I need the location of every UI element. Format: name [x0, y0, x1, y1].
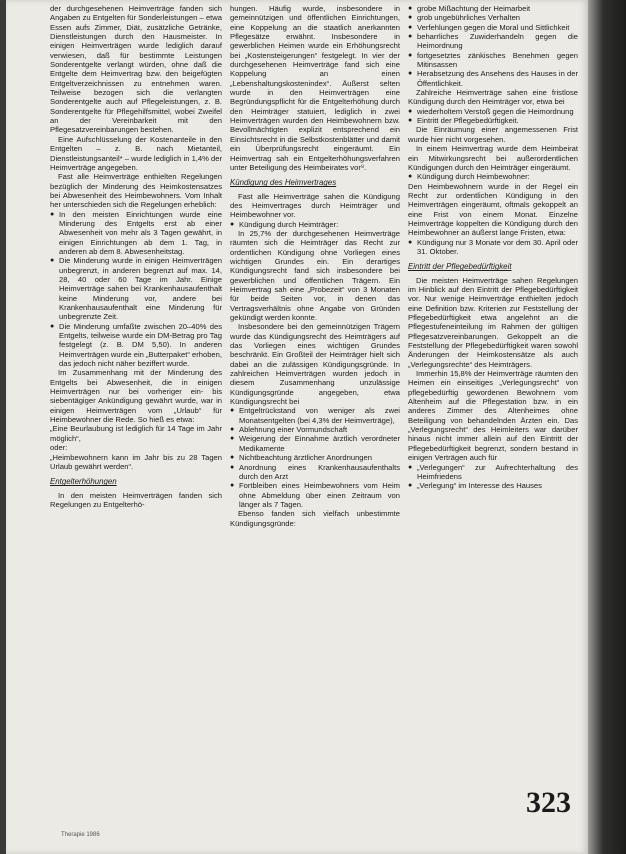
- sub-heading-bullet: ● Kündigung durch Heimbewohner:: [408, 172, 578, 181]
- column-middle: [230, 4, 400, 528]
- bullet-item: ● fortgesetztes zänkisches Benehmen gegen Mitinsassen: [408, 51, 578, 70]
- quote-connector: oder:: [50, 443, 68, 453]
- section-heading: Entgelterhöhungen: [50, 477, 117, 487]
- paragraph: In 25,7% der durchgesehenen Heimverträge räumten sich die Heimträger das Recht zur ordentlichen Kündigung ohne Vorliegen eines wichtigen Grundes ein. Ein derartiges Kündigungsrecht fand sich insbesondere bei gewerblichen und öffentlichen Trägern. Ein Heimvertrag sah eine „Probezeit“ von 3 Monaten für beide Seiten vor, in denen das Vertragsverhältnis ohne Angabe von Gründen gekündigt werden konnte.: [230, 228, 400, 322]
- bullet-item: ● Weigerung der Einnahme ärztlich verordneter Medikamente: [230, 434, 400, 453]
- column-right: [408, 4, 578, 491]
- book-edge-shadow: [588, 0, 626, 854]
- paragraph: Fast alle Heimverträge enthielten Regelungen bezüglich der Minderung des Heimkostensatzes bei Abwesenheit des Heimbewohners. Vom Inhalt her unterschieden sich die Regelungen erheblich:: [50, 172, 222, 210]
- bullet-item: ● wiederholtem Verstoß gegen die Heimordnung: [408, 107, 578, 116]
- bullet-item: ● Fortbleiben eines Heimbewohners vom Heim ohne Abmeldung über einen Zeitraum von länger als 7 Tagen.: [230, 481, 400, 509]
- bullet-item: ● Eintritt der Pflegebedürftigkeit.: [408, 116, 578, 125]
- quote: „Heimbewohnern kann im Jahr bis zu 28 Tagen Urlaub gewährt werden“.: [50, 452, 222, 471]
- paragraph: Die meisten Heimverträge sahen Regelungen im Hinblick auf den Eintritt der Pflegebedürftigkeit vor. Nur wenige Heimverträge enthielten jedoch eine Definition bzw. Kriterien zur Feststellung der Pflegebedürftigkeit etwa angelehnt an die Pflegestufeneinteilung im Rahmen der gültigen Pflegesatzvereinbarungen. Gekoppelt an die Feststellung der Pflegebedürftigkeit waren sowohl Änderungen der Heimkostensätze als auch „Verlegungsrechte“ des Heimträgers.: [408, 275, 578, 369]
- bullet-item: ● Ablehnung einer Vormundschaft: [230, 425, 400, 434]
- paragraph: Ebenso fanden sich vielfach unbestimmte Kündigungsgründe:: [230, 509, 400, 528]
- bullet-item: ● „Verlegung“ im Interesse des Hauses: [408, 481, 578, 490]
- paragraph: In den meisten Heimverträgen fanden sich Regelungen zu Entgelterhö-: [50, 490, 222, 509]
- bullet-item: ● grobe Mißachtung der Heimarbeit: [408, 4, 578, 13]
- bullet-item: ● Die Minderung wurde in einigen Heimverträgen unbegrenzt, in anderen begrenzt auf max. 14, 28, 40 oder 60 Tage im Jahr. Einige Heimverträge sahen bei Krankenhausaufenthalt keine Minderung vor, andere bei Krankenhausaufenthalt eine Minderung für unbegrenzte Zeit.: [50, 256, 222, 321]
- bullet-item: ● beharrliches Zuwiderhandeln gegen die Heimordnung: [408, 32, 578, 51]
- bullet-item: ● Die Minderung umfaßte zwischen 20–40% des Entgelts, teilweise wurde ein DM-Betrag pro Tag festgelegt (z. B. DM 5,50). In anderen Heimverträgen wurde ein „Butterpaket“ erhoben, das jedoch nicht näher beziffert wurde.: [50, 322, 222, 369]
- bullet-item: ● Herabsetzung des Ansehens des Hauses in der Öffentlichkeit.: [408, 69, 578, 88]
- bullet-item: ● Nichtbeachtung ärztlicher Anordnungen: [230, 453, 400, 462]
- paragraph: In einem Heimvertrag wurde dem Heimbeirat ein Mitwirkungsrecht bei außerordentlichen Kündigungen durch den Heimträger eingeräumt.: [408, 144, 578, 172]
- paragraph: Die Einräumung einer angemessenen Frist wurde hier nicht vorgesehen.: [408, 125, 578, 144]
- paragraph: Immerhin 15,8% der Heimverträge räumten den Heimen ein einseitiges „Verlegungsrecht“ von pflegebedürftig gewordenen Bewohnern vom Altenheim auf die Pflegestation bzw. in ein anderes Zimmer des Altenheimes ohne Beteiligung von behandelnden Ärzten ein. Das „Verlegungsrecht“ des Heimleiters war darüber hinaus nicht immer allein auf den Eintritt der Pflegebedürftigkeit begrenzt, sondern bestand in einigen Verträgen auch für: [408, 369, 578, 463]
- paragraph: der durchgesehenen Heimverträge fanden sich Angaben zu Entgelten für Sonderleistungen – etwa Essen aufs Zimmer, Diät, zusätzliche Getränke, Dienstleistungen durch den Hausmeister. In einigen Heimverträgen wurde lediglich darauf verwiesen, daß für bestimmte Leistungen Sonderentgelte verlangt würden, ohne daß die Entgelte dem Heimvertrag bzw. den beigefügten Entgeltverzeichnissen zu entnehmen waren. Teilweise bezogen sich die verlangten Sonderentgelte auch auf Pflegeleistungen, z. B. Sonderentgelte für Pflegehilfsmittel, wobei Zweifel an der Vereinbarkeit mit den Pflegesatzvereinbarungen bestehen.: [50, 4, 222, 135]
- bullet-item: ● grob ungebührliches Verhalten: [408, 13, 578, 22]
- quote: „Eine Beurlaubung ist lediglich für 14 Tage im Jahr möglich“,: [50, 424, 222, 443]
- bullet-item: ● „Verlegungen“ zur Aufrechterhaltung des Heimfriedens: [408, 463, 578, 482]
- section-heading: Eintritt der Pflegebedürftigkeit: [408, 262, 512, 272]
- page-number: 323: [526, 786, 571, 819]
- paragraph: hungen. Häufig wurde, insbesondere in gemeinnützigen und öffentlichen Einrichtungen, eine Koppelung an die staatlich anerkannten Pflegesätze erwähnt. Insbesondere in gewerblichen Heimen wurde ein Erhöhungsrecht bei „Kostensteigerungen“ festgelegt. In vier der durchgesehenen Heimverträge fand sich eine Koppelung an einen „Lebenshaltungskostenindex“. Äußerst selten wurde in den Heimverträgen eine Begründungspflicht für die Entgelterhöhung durch den Heimträger statuiert, lediglich in zwei Heimverträgen wurden den Heimbewohnern bzw. Bevollmächtigten explizit entsprechend ein Einsichtsrecht in die Selbstkostenblätter und damit ein Überprüfungsrecht eingeräumt. Ein Heimvertrag sah ein Entgelterhöhungsverfahren unter Beteiligung des Heimbeirates vor⁸.: [230, 4, 400, 172]
- paragraph: Insbesondere bei den gemeinnützigen Trägern wurde das Kündigungsrecht des Heimträgers auf das Vorliegen eines wichtigen Grundes beschränkt. Ein Großteil der Heimträger hielt sich dabei an die zulässigen Kündigungsgründe. In zahlreichen Heimverträgen wurden jedoch in diesem Zusammenhang unzulässige Kündigungsgründe angegeben, etwa Kündigungsrecht bei: [230, 322, 400, 407]
- bullet-item: ● Kündigung nur 3 Monate vor dem 30. April oder 31. Oktober.: [408, 238, 578, 257]
- page-footer: Therapie 1986: [61, 832, 100, 838]
- column-left: [50, 4, 222, 509]
- document-page: [6, 0, 588, 854]
- paragraph: Fast alle Heimverträge sahen die Kündigung des Heimvertrages durch Heimträger und Heimbewohner vor.: [230, 191, 400, 220]
- paragraph: Den Heimbewohnern wurde in der Regel ein Recht zur ordentlichen Kündigung in den Heimverträgen eingeräumt, oftmals gekoppelt an eine Frist von einem Monat. Einzelne Heimverträge koppelten die Kündigung durch den Heimbewohner an äußerst lange Fristen, etwa:: [408, 181, 578, 238]
- section-heading: Kündigung des Heimvertrages: [230, 178, 337, 188]
- paragraph: Eine Aufschlüsselung der Kostenanteile in den Entgelten – z. B. nach Mietanteil, Dienstleistungsanteil* – wurde lediglich in 1,4% der Heimverträge angegeben.: [50, 134, 222, 172]
- sub-heading-bullet: ● Kündigung durch Heimträger:: [230, 220, 400, 229]
- bullet-item: ● Verfehlungen gegen die Moral und Sittlichkeit: [408, 23, 578, 32]
- bullet-item: ● Anordnung eines Krankenhausaufenthalts durch den Arzt: [230, 463, 400, 482]
- paragraph: Im Zusammenhang mit der Minderung des Entgelts bei Abwesenheit, die in einigen Heimverträgen nur bei vorheriger ein- bis siebentägiger Ankündigung gewährt wurde, war in einigen Heimverträgen vom „Urlaub“ für Heimbewohner die Rede. So hieß es etwa:: [50, 368, 222, 425]
- bullet-item: ● In den meisten Einrichtungen wurde eine Minderung des Entgelts erst ab einer Abwesenheit von mehr als 3 Tagen gewährt, in einigen Einrichtungen ab dem 1. Tag, in anderen ab dem 8. Abwesenheitstag.: [50, 210, 222, 257]
- paragraph: Zahlreiche Heimverträge sahen eine fristlose Kündigung durch den Heimträger vor, etwa bei: [408, 88, 578, 107]
- bullet-item: ● Entgeltrückstand von weniger als zwei Monatsentgelten (bei 4,3% der Heimverträge),: [230, 406, 400, 425]
